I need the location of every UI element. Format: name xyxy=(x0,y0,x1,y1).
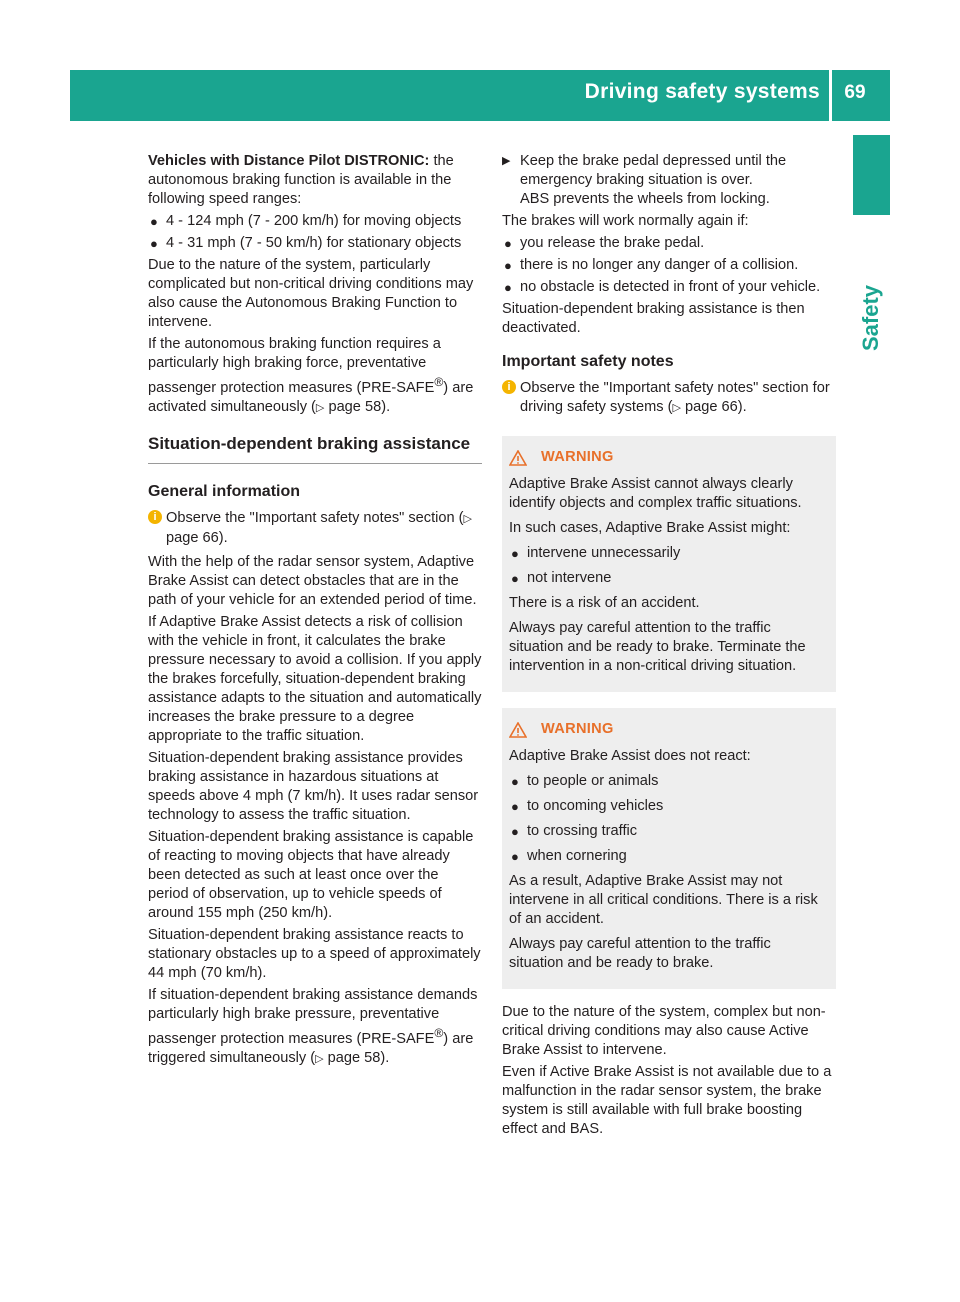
list-item xyxy=(502,256,836,275)
info-text-end: ). xyxy=(218,529,228,546)
list-item xyxy=(502,234,836,253)
heading-important-safety-notes: Important safety notes xyxy=(502,353,674,370)
list-item xyxy=(509,772,828,791)
bullet-icon: ● xyxy=(511,546,519,561)
speed-range-moving: 4 - 124 mph (7 - 200 km/h) for moving objects xyxy=(166,213,462,229)
speed-range-stationary: 4 - 31 mph (7 - 50 km/h) for stationary objects xyxy=(166,235,462,251)
list-item xyxy=(148,234,482,253)
warning-item: to oncoming vehicles xyxy=(527,798,664,814)
page-number: 69 xyxy=(844,82,866,103)
bullet-icon: ● xyxy=(150,214,158,229)
warning-header xyxy=(509,448,828,467)
registered-mark: ® xyxy=(434,375,444,389)
warning-item: when cornering xyxy=(527,848,627,864)
section-title: Driving safety systems xyxy=(584,80,820,103)
bullet-icon: ● xyxy=(511,774,519,789)
intro-bold: Vehicles with Distance Pilot DISTRONIC: xyxy=(148,153,430,169)
info-text-end: ). xyxy=(737,399,747,415)
info-text-a: Observe the "Important safety notes" section ( xyxy=(166,509,464,526)
condition-text: you release the brake pedal. xyxy=(520,235,705,251)
page-header xyxy=(70,70,890,121)
bullet-icon: ● xyxy=(511,799,519,814)
chapter-tab-marker xyxy=(853,135,890,215)
instruction-step xyxy=(502,152,836,209)
list-item xyxy=(502,278,836,297)
left-column xyxy=(148,152,482,1072)
paragraph-stationary: Situation-dependent braking assistance reacts to stationary obstacles up to a speed of approximately 44 mph (70 km/h). xyxy=(148,926,481,981)
condition-text: no obstacle is detected in front of your vehicle. xyxy=(520,279,821,295)
registered-mark: ® xyxy=(434,1025,444,1040)
warning-text: Adaptive Brake Assist does not react: xyxy=(509,748,751,764)
page-ref-link[interactable]: page 58 xyxy=(327,1049,381,1066)
warning-item: to people or animals xyxy=(527,773,659,789)
list-item xyxy=(509,822,828,841)
info-note xyxy=(502,379,836,418)
presafe-text-end: ). xyxy=(381,398,391,415)
warning-box xyxy=(502,708,836,989)
heading-rule xyxy=(148,463,482,464)
page-ref-arrow-icon: ▷ xyxy=(315,401,325,414)
header-divider xyxy=(829,70,832,121)
paragraph-presafe-triggered xyxy=(148,986,482,1069)
paragraph-deactivated: Situation-dependent braking assistance is then deactivated. xyxy=(502,301,805,336)
intro-paragraph xyxy=(148,152,482,209)
paragraph-moving-objects: Situation-dependent braking assistance is capable of reacting to moving objects that have already been detected as such at least once over the period of observation, up to vehicle speeds of around 155 mph (250 km/h). xyxy=(148,828,474,921)
warning-header xyxy=(509,720,828,739)
paragraph-collision: If Adaptive Brake Assist detects a risk of collision with the vehicle in front, it calculates the brake pressure necessary to avoid a collision. If you apply the brakes forcefully, situation-dependent braking assistance adapts to the situation and automatically increases the brake pressure to a degree appropriate to the traffic situation. xyxy=(148,613,482,744)
warning-triangle-icon xyxy=(509,450,527,466)
step-arrow-icon: ▶ xyxy=(502,155,511,167)
info-note xyxy=(148,509,482,548)
bullet-icon: ● xyxy=(511,824,519,839)
paragraph-normal: The brakes will work normally again if: xyxy=(502,213,749,229)
page-ref-link[interactable]: page 66 xyxy=(685,399,738,415)
list-item xyxy=(148,212,482,231)
warning-text: As a result, Adaptive Brake Assist may not intervene in all critical conditions. There is a risk of an accident. xyxy=(509,873,818,927)
right-column xyxy=(502,152,836,1142)
page-ref-link[interactable]: page 66 xyxy=(166,529,219,546)
heading-general-information: General information xyxy=(148,482,301,500)
warning-item: not intervene xyxy=(527,570,612,586)
chapter-tab-label: Safety xyxy=(858,284,883,352)
bullet-icon: ● xyxy=(511,849,519,864)
warning-triangle-icon xyxy=(509,722,527,738)
page-ref-arrow-icon: ▷ xyxy=(315,1052,324,1065)
list-item xyxy=(509,544,828,563)
list-item xyxy=(509,569,828,588)
intro-rest: the autonomous braking function is available in the following speed ranges: xyxy=(148,153,454,207)
paragraph-complex-conditions: Due to the nature of the system, complex but non-critical driving conditions may also cause Active Brake Assist to intervene. xyxy=(502,1004,826,1058)
info-icon: i xyxy=(148,510,162,524)
warning-text: Always pay careful attention to the traffic situation and be ready to brake. xyxy=(509,936,771,971)
warning-text: Always pay careful attention to the traffic situation and be ready to brake. Terminate the intervention in a non-critical driving situation. xyxy=(509,620,806,674)
p6-text-a: If situation-dependent braking assistance demands particularly high brake pressure, preventative passenger protection measures (PRE-SAFE xyxy=(148,986,478,1047)
bullet-icon: ● xyxy=(504,280,512,295)
list-item xyxy=(509,797,828,816)
page-ref-arrow-icon: ▷ xyxy=(672,402,681,414)
paragraph-presafe xyxy=(148,335,482,418)
page-ref-arrow-icon: ▷ xyxy=(463,512,472,525)
bullet-icon: ● xyxy=(150,236,158,251)
p6-text-b: ) are triggered simultaneously ( xyxy=(148,1030,474,1066)
presafe-text-b: ) are activated simultaneously ( xyxy=(148,379,474,415)
condition-text: there is no longer any danger of a collision. xyxy=(520,257,799,273)
warning-item: to crossing traffic xyxy=(527,823,638,839)
warning-text: Adaptive Brake Assist cannot always clearly identify objects and complex traffic situations. xyxy=(509,476,802,511)
warning-text: In such cases, Adaptive Brake Assist might: xyxy=(509,520,791,536)
bullet-icon: ● xyxy=(504,258,512,273)
info-icon: i xyxy=(502,380,516,394)
page-ref-link[interactable]: page 58 xyxy=(328,398,382,415)
paragraph-radar: With the help of the radar sensor system, Adaptive Brake Assist can detect obstacles that are in the path of your vehicle for an extended period of time. xyxy=(148,553,477,608)
warning-box xyxy=(502,436,836,692)
step-text: Keep the brake pedal depressed until the emergency braking situation is over. xyxy=(520,153,787,188)
paragraph-hazardous: Situation-dependent braking assistance provides braking assistance in hazardous situations at speeds above 4 mph (7 km/h). It uses radar sensor technology to assess the traffic situation. xyxy=(148,749,479,823)
presafe-text-a: If the autonomous braking function requires a particularly high braking force, preventative passenger protection measures (PRE-SAFE xyxy=(148,336,441,396)
warning-title: WARNING xyxy=(541,449,614,465)
warning-item: intervene unnecessarily xyxy=(527,545,681,561)
bullet-icon: ● xyxy=(511,571,519,586)
warning-title: WARNING xyxy=(541,721,614,737)
list-item xyxy=(509,847,828,866)
info-text-a: Observe the "Important safety notes" section for driving safety systems ( xyxy=(520,380,830,415)
bullet-icon: ● xyxy=(504,236,512,251)
paragraph-nature: Due to the nature of the system, particularly complicated but non-critical driving conditions may also cause the Autonomous Braking Function to intervene. xyxy=(148,257,474,330)
paragraph-malfunction: Even if Active Brake Assist is not available due to a malfunction in the radar sensor system, the brake system is still available with full brake boosting effect and BAS. xyxy=(502,1064,832,1137)
heading-situation-dependent: Situation-dependent braking assistance xyxy=(148,433,471,453)
warning-text: There is a risk of an accident. xyxy=(509,595,700,611)
step-note: ABS prevents the wheels from locking. xyxy=(520,191,770,207)
p6-text-end: ). xyxy=(380,1049,390,1066)
